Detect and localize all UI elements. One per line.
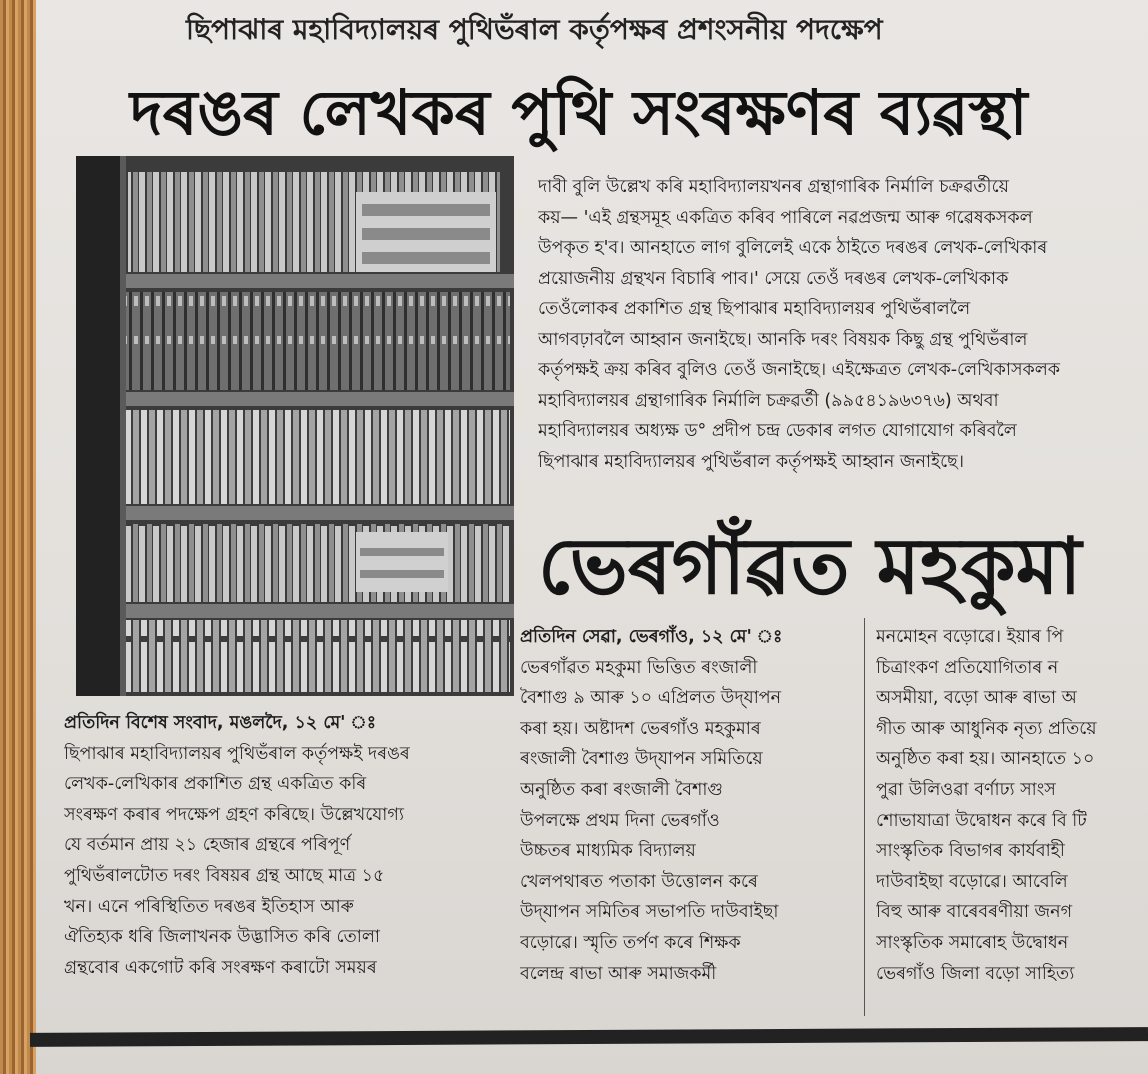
article-line: মনমোহন বড়োৱে। ইয়াৰ পি <box>876 627 1064 647</box>
article-line: যে বৰ্তমান প্ৰায় ২১ হেজাৰ গ্ৰন্থৰে পৰিপূৰ্ণ <box>64 835 351 856</box>
article-line: কৰ্তৃপক্ষই ক্ৰয় কৰিব বুলিও তেওঁ জনাইছে। এইক্ষেত্ৰত লেখক-লেখিকাসকলক <box>538 360 1061 380</box>
article-continuation <box>538 172 1122 477</box>
kicker-headline: ছিপাঝাৰ মহাবিদ্যালয়ৰ পুথিভঁৰাল কৰ্তৃপক্ষৰ প্ৰশংসনীয় পদক্ষেপ <box>186 13 883 46</box>
article-line: তেওঁলোকৰ প্ৰকাশিত গ্ৰন্থ ছিপাঝাৰ মহাবিদ্যালয়ৰ পুথিভঁৰাললৈ <box>538 299 971 319</box>
article-line: অসমীয়া, বড়ো আৰু ৰাভা অ <box>876 688 1077 709</box>
article-line: ঐতিহ্যক ধৰি জিলাখনক উদ্ভাসিত কৰি তোলা <box>64 927 380 948</box>
dateline: প্ৰতিদিন বিশেষ সংবাদ, মঙলদৈ, ১২ মে' ঃ <box>64 713 377 733</box>
article-line: পুথিভঁৰালটোত দৰং বিষয়ৰ গ্ৰন্থ আছে মাত্ৰ ১৫ <box>64 865 385 886</box>
article-line: চিত্ৰাংকণ প্ৰতিযোগিতাৰ ন <box>876 657 1059 678</box>
article-line: সাংস্কৃতিক সমাৰোহ উদ্বোধন <box>876 932 1069 953</box>
article-line: শোভাযাত্ৰা উদ্বোধন কৰে বি টি <box>876 810 1087 831</box>
article-line: দাবী বুলি উল্লেখ কৰি মহাবিদ্যালয়খনৰ গ্ৰন্থাগাৰিক নিৰ্মালি চক্ৰৱৰ্তীয়ে <box>538 177 1009 197</box>
dateline: প্ৰতিদিন সেৱা, ভেৰগাঁও, ১২ মে' ঃ <box>520 627 783 647</box>
article-line: দাউবাইছা বড়োৱে। আবেলি <box>876 871 1068 892</box>
article-line: খন। এনে পৰিস্থিতিত দৰঙৰ ইতিহাস আৰু <box>64 896 354 917</box>
article-line: কয়— 'এই গ্ৰন্থসমূহ একত্ৰিত কৰিব পাৰিলে নৱপ্ৰজন্ম আৰু গৱেষকসকল <box>538 207 1033 228</box>
article-line: বলেন্দ্ৰ ৰাভা আৰু সমাজকৰ্মী <box>520 963 717 984</box>
article-line: গীত আৰু আধুনিক নৃত্য প্ৰতিয়ে <box>876 718 1097 739</box>
article-line: খেলপথাৰত পতাকা উত্তোলন কৰে <box>520 871 758 892</box>
article-line: কৰা হয়। অষ্টাদশ ভেৰগাঁও মহকুমাৰ <box>520 718 761 739</box>
article-line: সংৰক্ষণ কৰাৰ পদক্ষেপ গ্ৰহণ কৰিছে। উল্লেখযোগ্য <box>64 804 404 825</box>
right-article-column <box>876 622 1148 989</box>
article-line: লেখক-লেখিকাৰ প্ৰকাশিত গ্ৰন্থ একত্ৰিত কৰি <box>64 774 367 795</box>
article-line: বৈশাগু ৯ আৰু ১০ এপ্ৰিলত উদ্‌যাপন <box>520 688 782 709</box>
article-line: অনুষ্ঠিত কৰা ৰংজালী বৈশাগু <box>520 779 723 800</box>
article-line: মহাবিদ্যালয়ৰ অধ্যক্ষ ড° প্ৰদীপ চন্দ্ৰ ডেকাৰ লগত যোগাযোগ কৰিবলৈ <box>538 421 1017 441</box>
bookshelf-photo <box>76 156 514 696</box>
second-headline: ভেৰগাঁৱত মহকুমা <box>538 521 1082 612</box>
article-line: গ্ৰন্থবোৰ একগোট কৰি সংৰক্ষণ কৰাটো সময়ৰ <box>64 957 377 978</box>
article-line: ছিপাঝাৰ মহাবিদ্যালয়ৰ পুথিভঁৰাল কৰ্তৃপক্ষই আহ্বান জনাইছে। <box>538 451 965 472</box>
left-article-column <box>64 708 480 983</box>
article-line: বিহু আৰু বাৰেবৰণীয়া জনগ <box>876 902 1073 923</box>
article-line: ৰংজালী বৈশাগু উদ্‌যাপন সমিতিয়ে <box>520 749 763 770</box>
article-line: ছিপাঝাৰ মহাবিদ্যালয়ৰ পুথিভঁৰাল কৰ্তৃপক্ষই দৰঙৰ <box>64 743 410 764</box>
article-line: বড়োৱে। স্মৃতি তৰ্পণ কৰে শিক্ষক <box>520 932 741 953</box>
bookshelf-illustration <box>76 156 514 696</box>
article-line: অনুষ্ঠিত কৰা হয়। আনহাতে ১০ <box>876 749 1095 770</box>
article-line: প্ৰয়োজনীয় গ্ৰন্থখন বিচাৰি পাব।' সেয়ে তেওঁ দৰঙৰ লেখক-লেখিকাক <box>538 268 1009 289</box>
main-headline: দৰঙৰ লেখকৰ পুথি সংৰক্ষণৰ ব্যৱস্থা <box>130 76 1028 149</box>
article-line: সাংস্কৃতিক বিভাগৰ কাৰ্যবাহী <box>876 841 1065 862</box>
article-line: পুৱা উলিওৱা বৰ্ণাঢ্য সাংস <box>876 779 1056 800</box>
article-line: আগবঢ়াবলৈ আহ্বান জনাইছে। আনকি দৰং বিষয়ক কিছু গ্ৰন্থ পুথিভঁৰাল <box>538 329 1028 350</box>
middle-article-column <box>520 622 850 989</box>
article-line: উপলক্ষে প্ৰথম দিনা ভেৰগাঁও <box>520 810 720 831</box>
article-line: উদ্‌যাপন সমিতিৰ সভাপতি দাউবাইছা <box>520 902 779 923</box>
article-line: ভেৰগাঁও জিলা বড়ো সাহিত্য <box>876 963 1075 984</box>
article-line: মহাবিদ্যালয়ৰ গ্ৰন্থাগাৰিক নিৰ্মালি চক্ৰৱৰ্তী (৯৯৫৪১৯৬৩৭৬) অথবা <box>538 390 999 411</box>
column-divider <box>864 618 865 1016</box>
article-line: উপকৃত হ'ব। আনহাতে লাগ বুলিলেই একে ঠাইতে দৰঙৰ লেখক-লেখিকাৰ <box>538 238 1048 258</box>
article-line: ভেৰগাঁৱত মহকুমা ভিত্তিত ৰংজালী <box>520 657 758 678</box>
article-line: উচ্চতৰ মাধ্যমিক বিদ্যালয় <box>520 841 696 862</box>
